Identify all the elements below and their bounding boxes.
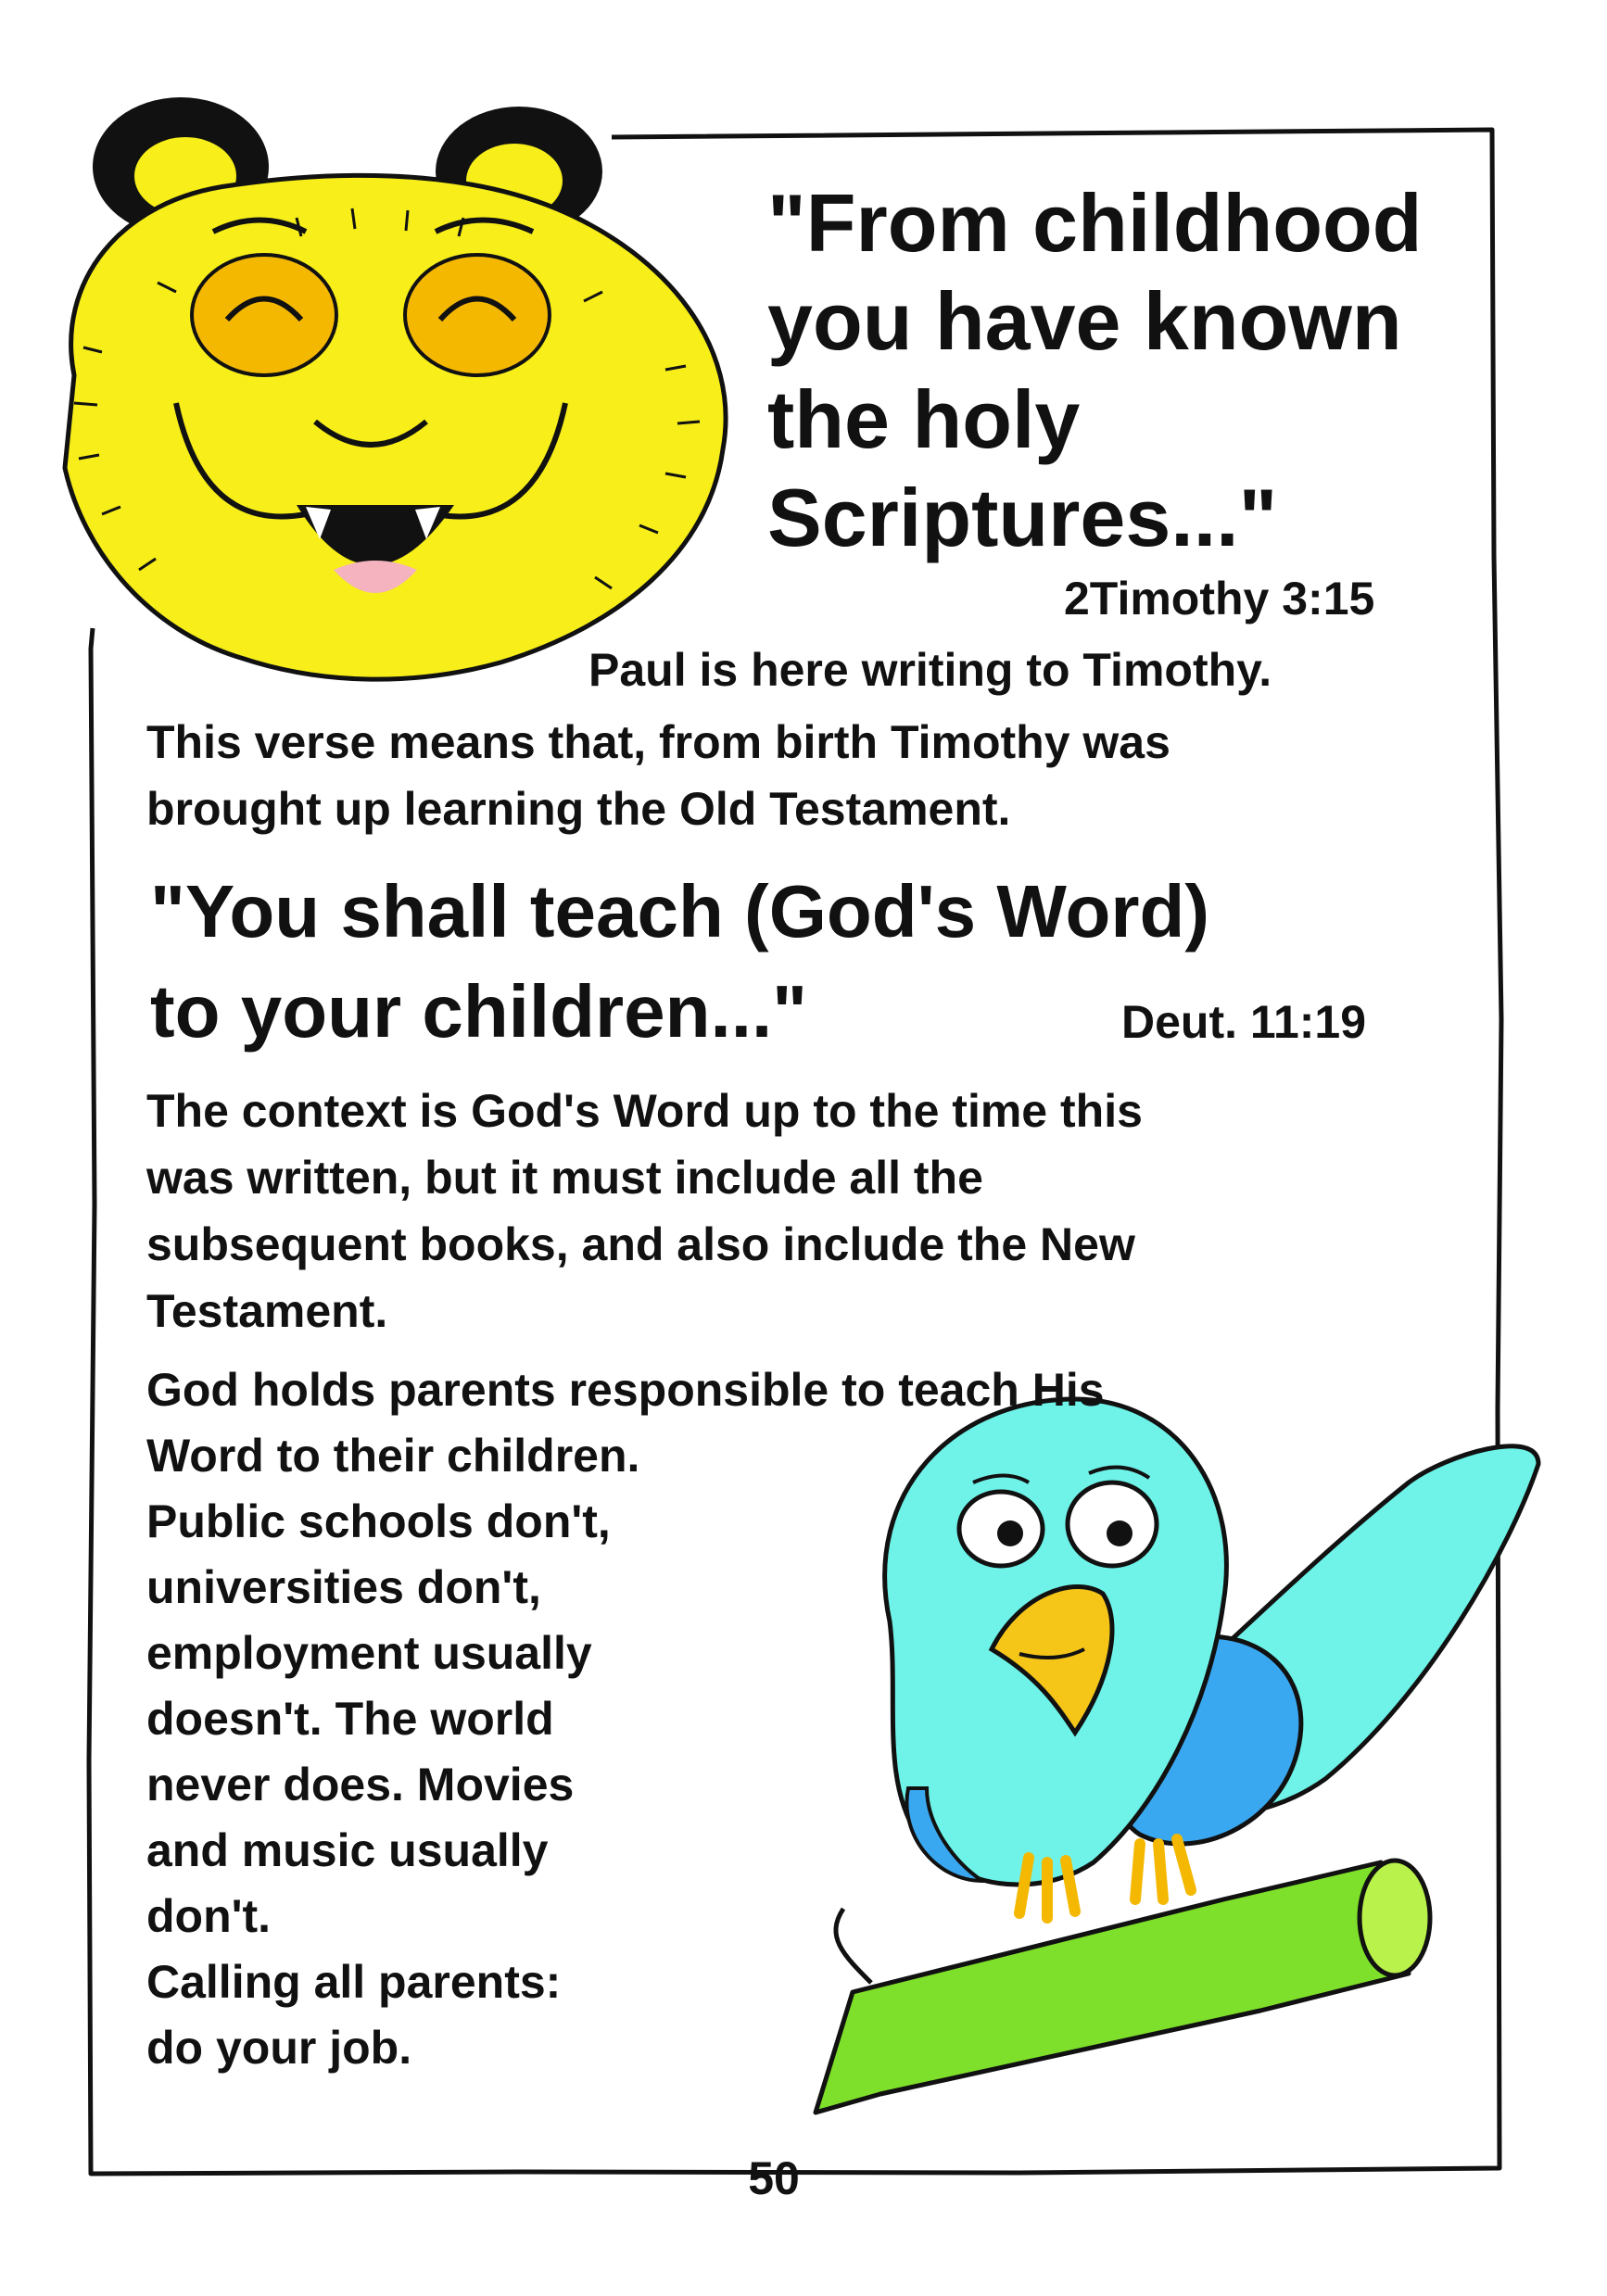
quote-1-line: the holy [767,373,1081,465]
quote-2-reference: Deut. 11:19 [1121,996,1367,1048]
quote-2-line: to your children..." [150,970,808,1053]
body-line: and music usually [146,1824,549,1876]
quote-1-line: "From childhood [767,177,1423,269]
body-line: don't. [146,1890,272,1942]
context-paragraph [146,1078,1143,1344]
body-line: God holds parents responsible to teach His [146,1364,1105,1416]
body-line: never does. Movies [146,1759,575,1810]
body-line: doesn't. The world [146,1693,554,1745]
page-number: 50 [748,2152,800,2204]
body-line: universities don't, [146,1561,541,1613]
body-paragraph [146,1357,1105,2081]
context-line: Testament. [146,1285,388,1337]
quote-1-reference: 2Timothy 3:15 [1064,573,1375,624]
context-line: was written, but it must include all the [146,1152,983,1204]
context-line: The context is God's Word up to the time this [146,1085,1143,1137]
body-line: Public schools don't, [146,1495,611,1547]
body-line: employment usually [146,1627,592,1679]
intro-paragraph [146,709,1170,842]
quote-2-line: "You shall teach (God's Word) [150,870,1209,952]
body-line: Calling all parents: [146,1956,562,2008]
quote-1-line: you have known [767,275,1402,367]
tiger-face-icon [19,69,778,700]
quote-1 [767,174,1423,567]
intro-line: This verse means that, from birth Timothy was [146,716,1170,768]
context-line: subsequent books, and also include the New [146,1218,1135,1270]
body-line: Word to their children. [146,1430,640,1482]
quote-2 [150,862,1209,1062]
quote-1-line: Scriptures..." [767,472,1278,563]
body-line: do your job. [146,2022,412,2074]
intro-first-line: Paul is here writing to Timothy. [588,644,1272,696]
intro-line: brought up learning the Old Testament. [146,783,1011,835]
